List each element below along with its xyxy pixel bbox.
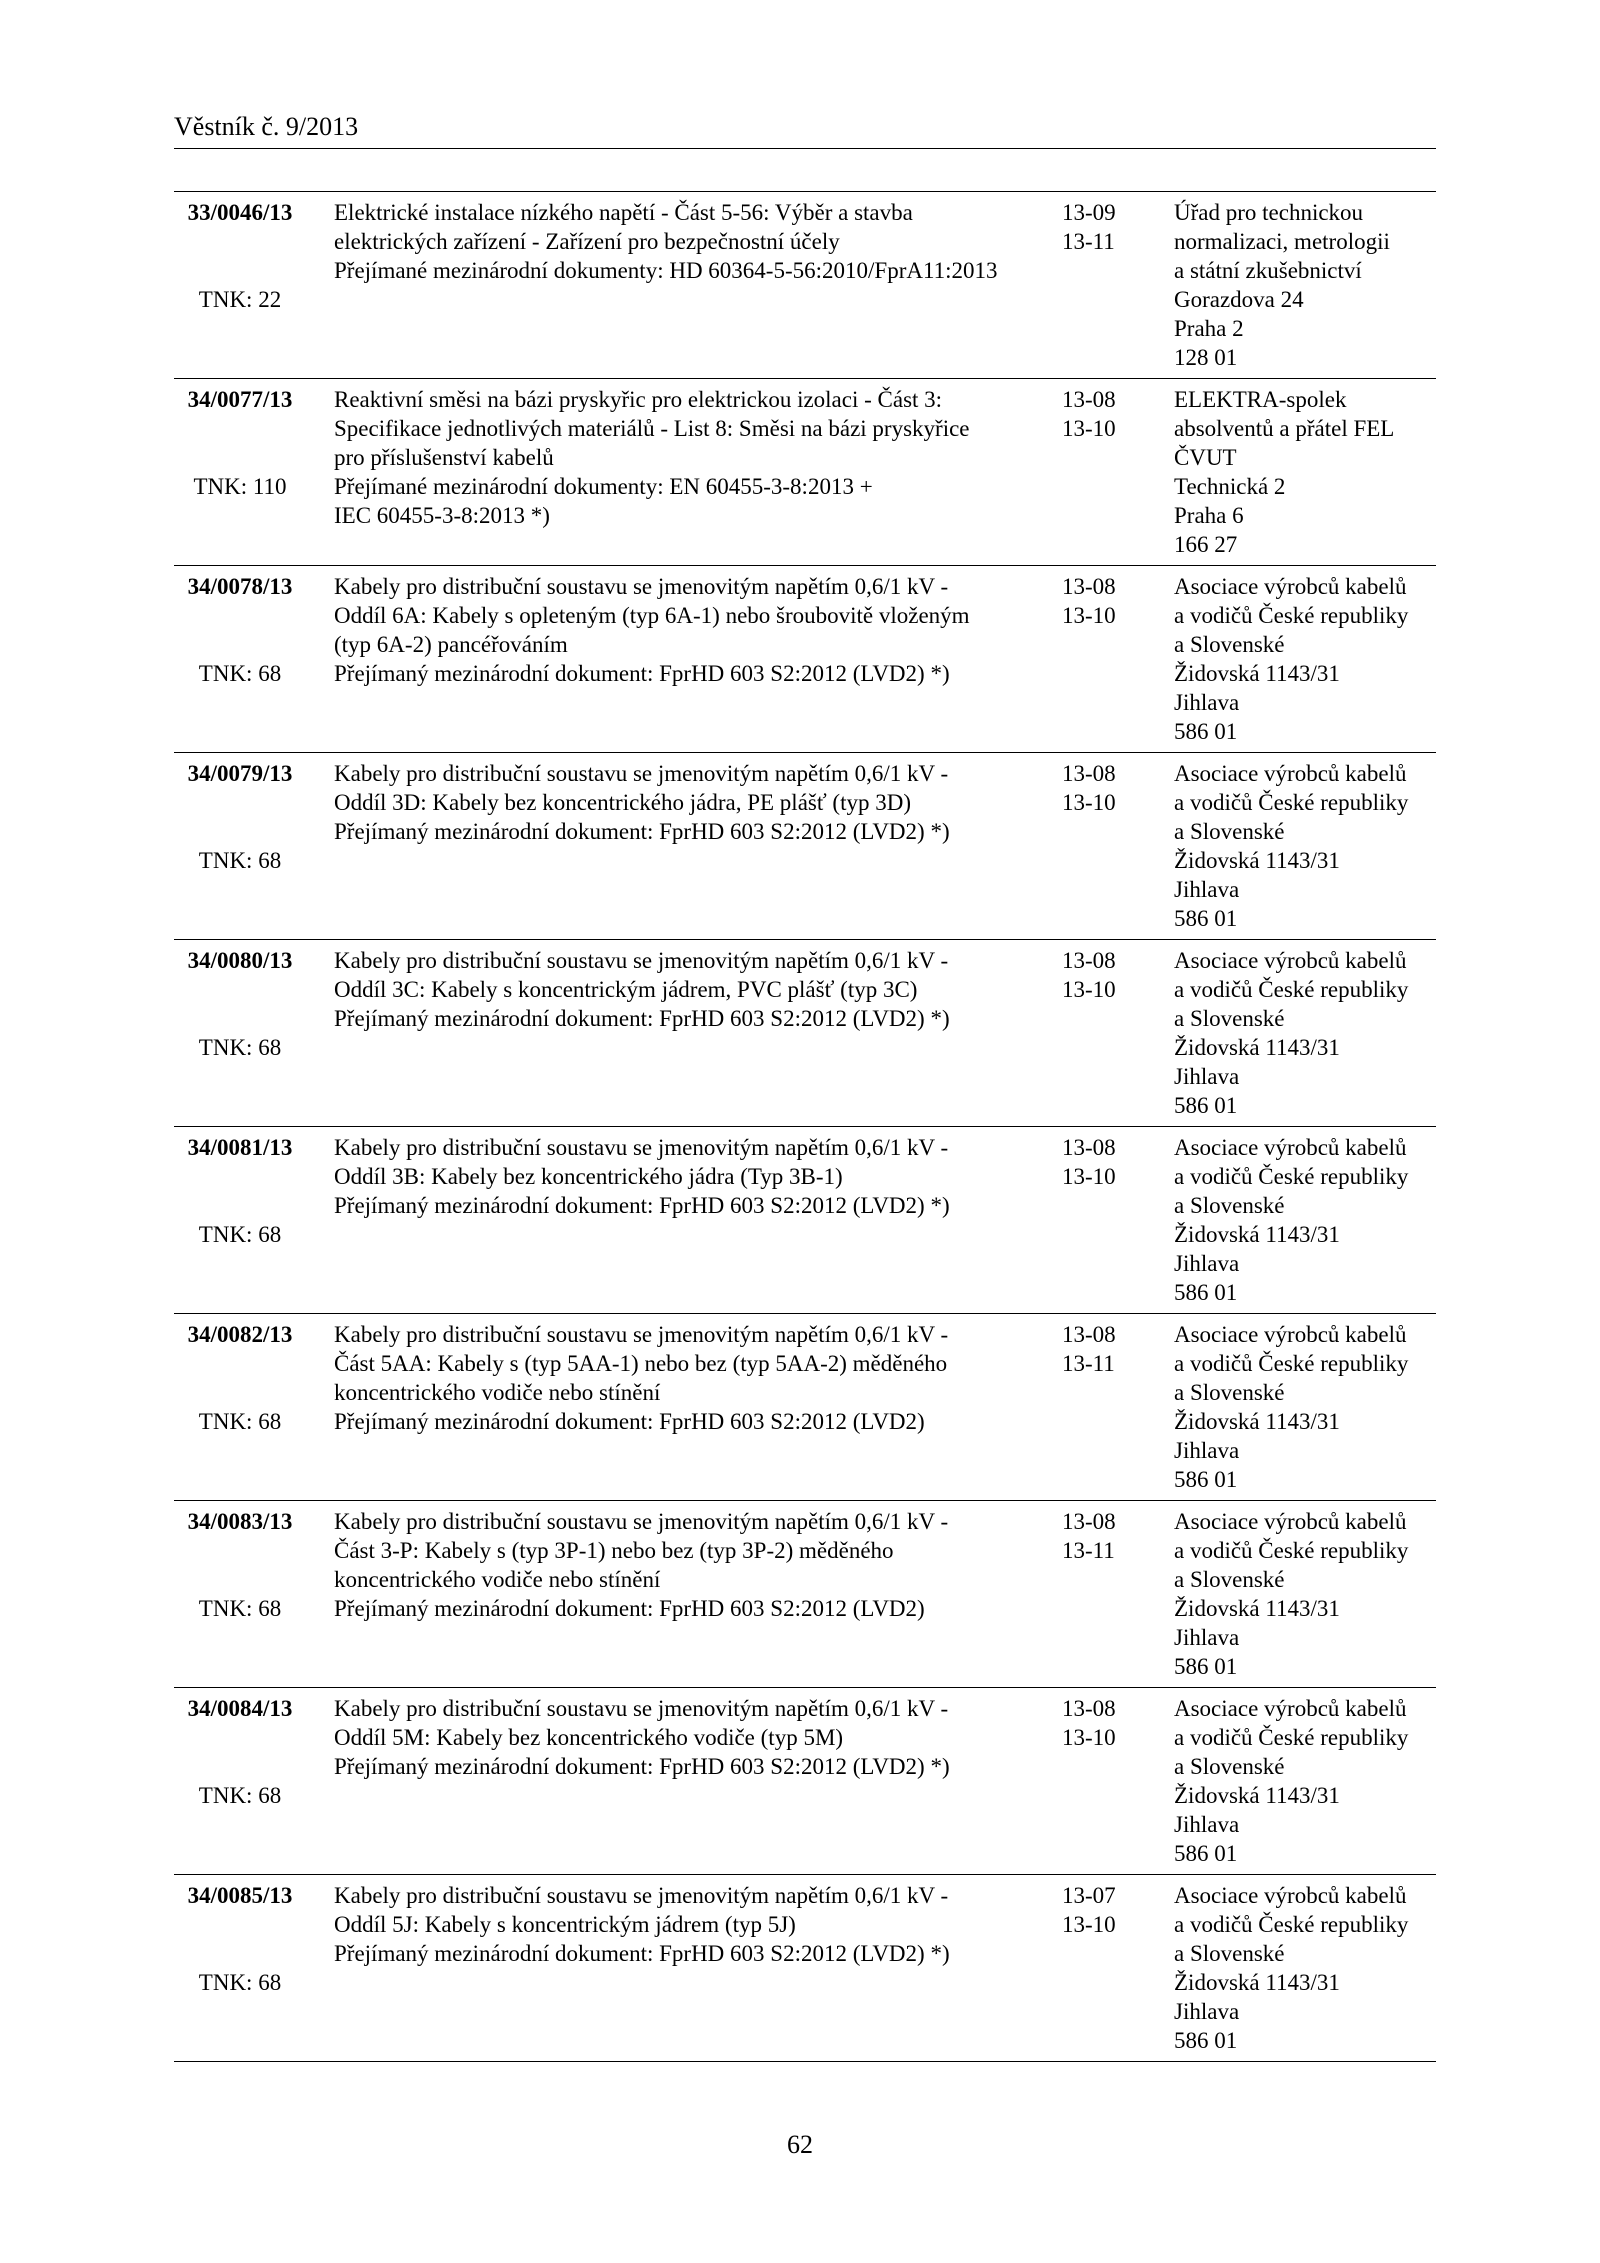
dates-cell (1062, 385, 1142, 443)
title-line: Přejímané mezinárodní dokumenty: HD 60364-5-56:2010/FprA11:2013 (334, 258, 998, 283)
standard-id-cell (174, 1881, 306, 1997)
title-line: Oddíl 6A: Kabely s opleteným (typ 6A-1) nebo šroubovitě vloženým (334, 603, 970, 628)
date-value: 13-10 (1062, 603, 1116, 628)
date-value: 13-08 (1062, 387, 1116, 412)
organization-line: Technická 2 (1174, 474, 1286, 499)
organization-line: a státní zkušebnictví (1174, 258, 1362, 283)
organization-line: Jihlava (1174, 690, 1240, 715)
organization-cell (1174, 385, 1436, 559)
organization-line: a vodičů České republiky (1174, 977, 1409, 1002)
organization-line: Praha 6 (1174, 503, 1244, 528)
organization-line: 586 01 (1174, 1467, 1238, 1492)
table-row (174, 940, 1436, 1127)
organization-line: a vodičů České republiky (1174, 790, 1409, 815)
date-value: 13-08 (1062, 1696, 1116, 1721)
standard-number: 34/0079/13 (187, 761, 293, 786)
organization-line: a vodičů České republiky (1174, 1538, 1409, 1563)
organization-line: Asociace výrobců kabelů (1174, 1696, 1407, 1721)
dates-cell (1062, 198, 1142, 256)
dates-cell (1062, 1320, 1142, 1378)
tnk-label: TNK: 68 (198, 1409, 282, 1434)
title-line: Kabely pro distribuční soustavu se jmenovitým napětím 0,6/1 kV - (334, 761, 949, 786)
tnk-label: TNK: 68 (198, 848, 282, 873)
organization-line: Asociace výrobců kabelů (1174, 1322, 1407, 1347)
date-value: 13-07 (1062, 1883, 1116, 1908)
organization-line: normalizaci, metrologii (1174, 229, 1390, 254)
organization-line: Jihlava (1174, 1251, 1240, 1276)
organization-line: Židovská 1143/31 (1174, 1409, 1340, 1434)
organization-line: Židovská 1143/31 (1174, 1035, 1340, 1060)
organization-line: a Slovenské (1174, 1941, 1285, 1966)
organization-line: Židovská 1143/31 (1174, 848, 1340, 873)
tnk-label: TNK: 68 (198, 1970, 282, 1995)
dates-cell (1062, 572, 1142, 630)
standard-number: 34/0080/13 (187, 948, 293, 973)
organization-line: Jihlava (1174, 1812, 1240, 1837)
title-line: Oddíl 3B: Kabely bez koncentrického jádra (Typ 3B-1) (334, 1164, 843, 1189)
organization-line: Gorazdova 24 (1174, 287, 1304, 312)
title-line: Přejímaný mezinárodní dokument: FprHD 603 S2:2012 (LVD2) *) (334, 1754, 950, 1779)
organization-line: 586 01 (1174, 1093, 1238, 1118)
title-line: Přejímaný mezinárodní dokument: FprHD 603 S2:2012 (LVD2) (334, 1596, 925, 1621)
organization-line: Úřad pro technickou (1174, 200, 1364, 225)
standard-number: 33/0046/13 (187, 200, 293, 225)
title-line: Kabely pro distribuční soustavu se jmenovitým napětím 0,6/1 kV - (334, 1883, 949, 1908)
date-value: 13-08 (1062, 948, 1116, 973)
organization-line: Asociace výrobců kabelů (1174, 1135, 1407, 1160)
dates-cell (1062, 946, 1142, 1004)
tnk-label: TNK: 68 (198, 1222, 282, 1247)
organization-line: Asociace výrobců kabelů (1174, 574, 1407, 599)
organization-line: a vodičů České republiky (1174, 1725, 1409, 1750)
title-line: (typ 6A-2) pancéřováním (334, 632, 568, 657)
organization-cell (1174, 1133, 1436, 1307)
table-row (174, 1314, 1436, 1501)
title-line: IEC 60455-3-8:2013 *) (334, 503, 550, 528)
table-row (174, 1501, 1436, 1688)
standard-number: 34/0077/13 (187, 387, 293, 412)
organization-line: 586 01 (1174, 1841, 1238, 1866)
organization-cell (1174, 198, 1436, 372)
standard-id-cell (174, 1507, 306, 1623)
organization-line: 586 01 (1174, 1280, 1238, 1305)
standard-title-cell (334, 1881, 1034, 1968)
standard-number: 34/0083/13 (187, 1509, 293, 1534)
dates-cell (1062, 1881, 1142, 1939)
table-row (174, 1875, 1436, 2061)
title-line: pro příslušenství kabelů (334, 445, 554, 470)
title-line: Oddíl 3D: Kabely bez koncentrického jádra, PE plášť (typ 3D) (334, 790, 911, 815)
standard-number: 34/0081/13 (187, 1135, 293, 1160)
organization-line: Jihlava (1174, 1064, 1240, 1089)
organization-line: a Slovenské (1174, 1006, 1285, 1031)
organization-line: Jihlava (1174, 1999, 1240, 2024)
organization-line: 586 01 (1174, 2028, 1238, 2053)
organization-cell (1174, 1881, 1436, 2055)
page-number: 62 (787, 2130, 813, 2159)
organization-line: 166 27 (1174, 532, 1238, 557)
title-line: Přejímaný mezinárodní dokument: FprHD 603 S2:2012 (LVD2) *) (334, 661, 950, 686)
organization-line: Židovská 1143/31 (1174, 661, 1340, 686)
organization-line: Jihlava (1174, 1625, 1240, 1650)
standard-title-cell (334, 1694, 1034, 1781)
organization-line: a Slovenské (1174, 632, 1285, 657)
organization-line: Židovská 1143/31 (1174, 1970, 1340, 1995)
organization-line: a Slovenské (1174, 1380, 1285, 1405)
organization-line: Asociace výrobců kabelů (1174, 948, 1407, 973)
tnk-label: TNK: 68 (198, 1035, 282, 1060)
title-line: Kabely pro distribuční soustavu se jmenovitým napětím 0,6/1 kV - (334, 1696, 949, 1721)
dates-cell (1062, 1507, 1142, 1565)
date-value: 13-11 (1062, 1351, 1115, 1376)
organization-line: 586 01 (1174, 719, 1238, 744)
standard-title-cell (334, 385, 1034, 530)
organization-line: ČVUT (1174, 445, 1237, 470)
organization-line: a vodičů České republiky (1174, 1164, 1409, 1189)
title-line: Přejímaný mezinárodní dokument: FprHD 603 S2:2012 (LVD2) *) (334, 819, 950, 844)
title-line: koncentrického vodiče nebo stínění (334, 1380, 661, 1405)
organization-line: Asociace výrobců kabelů (1174, 761, 1407, 786)
dates-cell (1062, 1694, 1142, 1752)
date-value: 13-08 (1062, 761, 1116, 786)
date-value: 13-09 (1062, 200, 1116, 225)
title-line: Reaktivní směsi na bázi pryskyřic pro elektrickou izolaci - Část 3: (334, 387, 943, 412)
standard-number: 34/0082/13 (187, 1322, 293, 1347)
date-value: 13-08 (1062, 1135, 1116, 1160)
standard-title-cell (334, 198, 1034, 285)
date-value: 13-10 (1062, 790, 1116, 815)
title-line: Část 5AA: Kabely s (typ 5AA-1) nebo bez (typ 5AA-2) měděného (334, 1351, 948, 1376)
organization-line: absolventů a přátel FEL (1174, 416, 1395, 441)
title-line: Přejímané mezinárodní dokumenty: EN 60455-3-8:2013 + (334, 474, 873, 499)
standard-id-cell (174, 385, 306, 501)
date-value: 13-10 (1062, 416, 1116, 441)
date-value: 13-11 (1062, 229, 1115, 254)
organization-cell (1174, 1507, 1436, 1681)
tnk-label: TNK: 68 (198, 1596, 282, 1621)
dates-cell (1062, 759, 1142, 817)
organization-line: Asociace výrobců kabelů (1174, 1509, 1407, 1534)
standard-title-cell (334, 759, 1034, 846)
organization-line: a Slovenské (1174, 1567, 1285, 1592)
organization-line: 586 01 (1174, 906, 1238, 931)
title-line: Oddíl 5M: Kabely bez koncentrického vodiče (typ 5M) (334, 1725, 844, 1750)
title-line: Elektrické instalace nízkého napětí - Část 5-56: Výběr a stavba (334, 200, 913, 225)
page-header (174, 112, 1436, 149)
table-row (174, 753, 1436, 940)
standard-id-cell (174, 572, 306, 688)
organization-line: Židovská 1143/31 (1174, 1596, 1340, 1621)
title-line: Přejímaný mezinárodní dokument: FprHD 603 S2:2012 (LVD2) *) (334, 1006, 950, 1031)
organization-line: Jihlava (1174, 1438, 1240, 1463)
date-value: 13-10 (1062, 977, 1116, 1002)
organization-cell (1174, 1320, 1436, 1494)
standard-id-cell (174, 1694, 306, 1810)
standard-id-cell (174, 1133, 306, 1249)
organization-line: 128 01 (1174, 345, 1238, 370)
title-line: Oddíl 3C: Kabely s koncentrickým jádrem, PVC plášť (typ 3C) (334, 977, 918, 1002)
title-line: Přejímaný mezinárodní dokument: FprHD 603 S2:2012 (LVD2) *) (334, 1941, 950, 1966)
standard-title-cell (334, 572, 1034, 688)
standard-title-cell (334, 1320, 1034, 1436)
date-value: 13-10 (1062, 1725, 1116, 1750)
date-value: 13-10 (1062, 1164, 1116, 1189)
tnk-label: TNK: 22 (198, 287, 282, 312)
organization-line: Praha 2 (1174, 316, 1244, 341)
standard-title-cell (334, 946, 1034, 1033)
standard-title-cell (334, 1507, 1034, 1623)
tnk-label: TNK: 68 (198, 661, 282, 686)
title-line: Přejímaný mezinárodní dokument: FprHD 603 S2:2012 (LVD2) *) (334, 1193, 950, 1218)
table-row (174, 1688, 1436, 1875)
organization-line: Jihlava (1174, 877, 1240, 902)
title-line: Přejímaný mezinárodní dokument: FprHD 603 S2:2012 (LVD2) (334, 1409, 925, 1434)
table-row (174, 379, 1436, 566)
title-line: Kabely pro distribuční soustavu se jmenovitým napětím 0,6/1 kV - (334, 1135, 949, 1160)
standard-id-cell (174, 759, 306, 875)
organization-cell (1174, 1694, 1436, 1868)
organization-line: ELEKTRA-spolek (1174, 387, 1347, 412)
title-line: Specifikace jednotlivých materiálů - List 8: Směsi na bázi pryskyřice (334, 416, 970, 441)
organization-line: Židovská 1143/31 (1174, 1783, 1340, 1808)
table-row (174, 192, 1436, 379)
title-line: koncentrického vodiče nebo stínění (334, 1567, 661, 1592)
standard-number: 34/0078/13 (187, 574, 293, 599)
date-value: 13-08 (1062, 1509, 1116, 1534)
dates-cell (1062, 1133, 1142, 1191)
tnk-label: TNK: 110 (193, 474, 287, 499)
organization-line: 586 01 (1174, 1654, 1238, 1679)
standard-id-cell (174, 946, 306, 1062)
organization-cell (1174, 946, 1436, 1120)
standards-table (174, 191, 1436, 2062)
organization-line: a vodičů České republiky (1174, 1351, 1409, 1376)
standard-number: 34/0084/13 (187, 1696, 293, 1721)
standard-number: 34/0085/13 (187, 1883, 293, 1908)
organization-line: a vodičů České republiky (1174, 603, 1409, 628)
organization-cell (1174, 759, 1436, 933)
organization-cell (1174, 572, 1436, 746)
organization-line: a Slovenské (1174, 1193, 1285, 1218)
title-line: Kabely pro distribuční soustavu se jmenovitým napětím 0,6/1 kV - (334, 1322, 949, 1347)
table-row (174, 566, 1436, 753)
date-value: 13-10 (1062, 1912, 1116, 1937)
title-line: Kabely pro distribuční soustavu se jmenovitým napětím 0,6/1 kV - (334, 948, 949, 973)
title-line: Část 3-P: Kabely s (typ 3P-1) nebo bez (typ 3P-2) měděného (334, 1538, 894, 1563)
date-value: 13-08 (1062, 1322, 1116, 1347)
standard-id-cell (174, 1320, 306, 1436)
organization-line: a Slovenské (1174, 819, 1285, 844)
publication-title: Věstník č. 9/2013 (174, 112, 359, 141)
title-line: Kabely pro distribuční soustavu se jmenovitým napětím 0,6/1 kV - (334, 1509, 949, 1534)
title-line: Oddíl 5J: Kabely s koncentrickým jádrem (typ 5J) (334, 1912, 796, 1937)
title-line: elektrických zařízení - Zařízení pro bezpečnostní účely (334, 229, 840, 254)
organization-line: a Slovenské (1174, 1754, 1285, 1779)
organization-line: Asociace výrobců kabelů (1174, 1883, 1407, 1908)
standard-title-cell (334, 1133, 1034, 1220)
date-value: 13-11 (1062, 1538, 1115, 1563)
organization-line: Židovská 1143/31 (1174, 1222, 1340, 1247)
standard-id-cell (174, 198, 306, 314)
date-value: 13-08 (1062, 574, 1116, 599)
tnk-label: TNK: 68 (198, 1783, 282, 1808)
title-line: Kabely pro distribuční soustavu se jmenovitým napětím 0,6/1 kV - (334, 574, 949, 599)
table-row (174, 1127, 1436, 1314)
organization-line: a vodičů České republiky (1174, 1912, 1409, 1937)
